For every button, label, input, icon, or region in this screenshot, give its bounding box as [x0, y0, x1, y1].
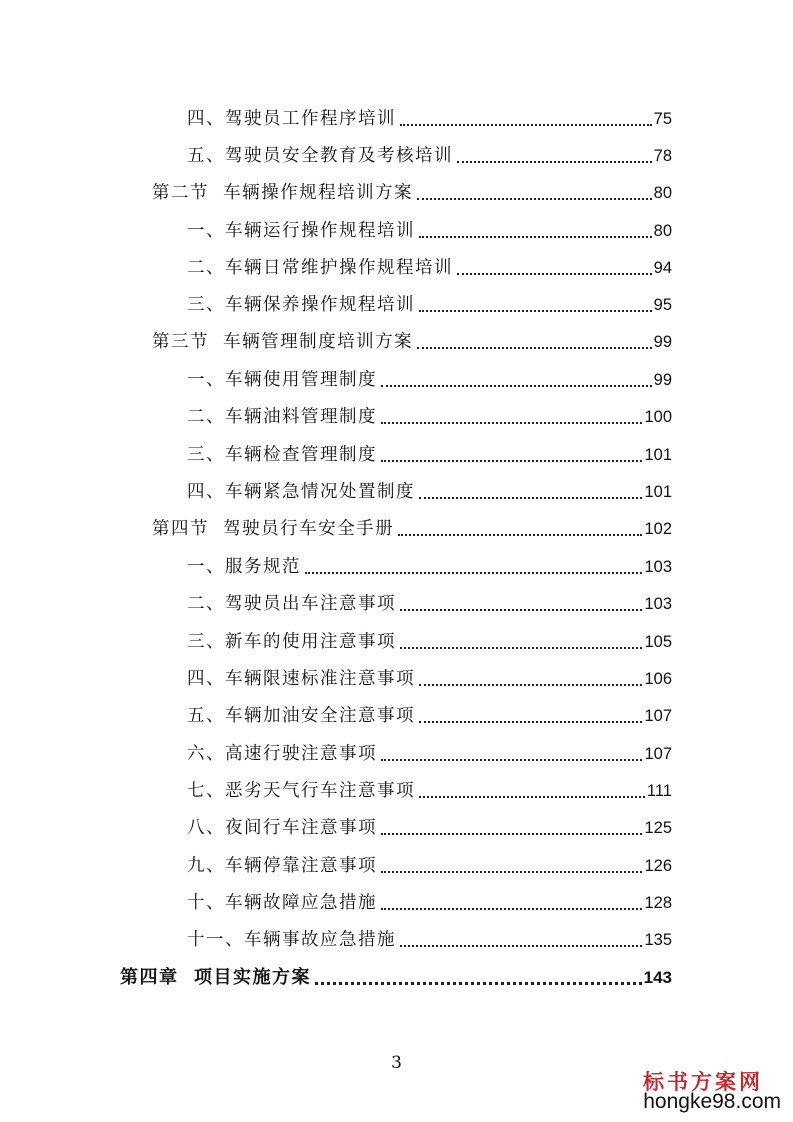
- toc-entry[interactable]: [187, 701, 672, 727]
- toc-entry[interactable]: [187, 776, 672, 802]
- toc-entry-page: 75: [653, 110, 672, 128]
- toc-leader-dots: [398, 534, 642, 536]
- toc-entry-title: 八、夜间行车注意事项: [187, 818, 377, 838]
- toc-entry-title: 四、车辆紧急情况处置制度: [187, 482, 415, 502]
- toc-entry-page: 135: [644, 931, 672, 949]
- toc-entry-page: 94: [653, 259, 672, 277]
- toc-entry[interactable]: [187, 627, 672, 653]
- toc-entry-page: 101: [644, 483, 672, 501]
- toc-leader-dots: [457, 161, 652, 163]
- toc-entry[interactable]: [152, 514, 672, 540]
- toc-entry-page: 99: [653, 333, 672, 351]
- toc-entry-title: 七、恶劣天气行车注意事项: [187, 781, 415, 801]
- toc-entry[interactable]: [187, 104, 672, 130]
- toc-entry-page: 102: [644, 520, 672, 538]
- toc-entry[interactable]: [187, 477, 672, 503]
- toc-entry-page: 143: [643, 968, 672, 987]
- toc-entry-page: 103: [644, 558, 672, 576]
- toc-entry-title: 一、车辆运行操作规程培训: [187, 221, 415, 241]
- watermark-site-name: 标书方案网: [643, 1069, 763, 1094]
- toc-leader-dots: [419, 684, 642, 686]
- toc-entry-title: 第四节 驾驶员行车安全手册: [152, 519, 395, 539]
- toc-entry-page: 103: [644, 595, 672, 613]
- toc-entry-title: 第四章 项目实施方案: [120, 967, 312, 988]
- toc-entry-page: 126: [644, 857, 672, 875]
- toc-entry-title: 三、新车的使用注意事项: [187, 632, 396, 652]
- toc-leader-dots: [381, 460, 642, 462]
- toc-entry-title: 四、车辆限速标准注意事项: [187, 669, 415, 689]
- toc-entry-title: 十、车辆故障应急措施: [187, 893, 377, 913]
- toc-entry[interactable]: [187, 216, 672, 242]
- toc-leader-dots: [381, 759, 642, 761]
- toc-entry-page: 111: [646, 782, 672, 800]
- toc-entry[interactable]: [187, 664, 672, 690]
- toc-entry-title: 三、车辆检查管理制度: [187, 445, 377, 465]
- toc-entry[interactable]: [187, 925, 672, 951]
- toc-leader-dots: [305, 572, 642, 574]
- toc-entry-page: 100: [644, 408, 672, 426]
- toc-entry-page: 80: [653, 222, 672, 240]
- toc-entry-page: 99: [653, 371, 672, 389]
- toc-entry-title: 六、高速行驶注意事项: [187, 744, 377, 764]
- toc-entry-title: 第二节 车辆操作规程培训方案: [152, 183, 414, 203]
- toc-leader-dots: [381, 422, 642, 424]
- toc-entry-page: 95: [653, 296, 672, 314]
- page-number: 3: [391, 1053, 402, 1073]
- toc-entry-title: 三、车辆保养操作规程培训: [187, 295, 415, 315]
- toc-leader-dots: [315, 982, 642, 985]
- toc-entry-title: 第三节 车辆管理制度培训方案: [152, 332, 414, 352]
- toc-entry-title: 四、驾驶员工作程序培训: [187, 109, 396, 129]
- toc-leader-dots: [417, 347, 652, 349]
- toc-leader-dots: [419, 310, 652, 312]
- toc-leader-dots: [457, 273, 652, 275]
- toc-leader-dots: [419, 497, 642, 499]
- toc-leader-dots: [400, 647, 642, 649]
- toc-entry[interactable]: [187, 141, 672, 167]
- toc-leader-dots: [381, 833, 642, 835]
- toc-entry-page: 78: [653, 147, 672, 165]
- toc-chapter-entry[interactable]: [120, 963, 672, 989]
- toc-entry-title: 一、服务规范: [187, 557, 301, 577]
- toc-entry[interactable]: [152, 178, 672, 204]
- toc-entry-page: 105: [644, 633, 672, 651]
- toc-leader-dots: [381, 908, 642, 910]
- toc-entry-title: 五、车辆加油安全注意事项: [187, 706, 415, 726]
- toc-entry[interactable]: [187, 851, 672, 877]
- toc-entry-title: 二、车辆日常维护操作规程培训: [187, 258, 453, 278]
- toc-entry[interactable]: [187, 365, 672, 391]
- toc-entry-page: 125: [644, 819, 672, 837]
- toc-entry[interactable]: [187, 813, 672, 839]
- toc-entry-page: 107: [644, 745, 672, 763]
- toc-entry[interactable]: [187, 253, 672, 279]
- toc-leader-dots: [419, 721, 642, 723]
- toc-entry[interactable]: [187, 402, 672, 428]
- toc-entry-title: 一、车辆使用管理制度: [187, 370, 377, 390]
- toc-entry[interactable]: [187, 888, 672, 914]
- toc-entry[interactable]: [152, 327, 672, 353]
- toc-entry-title: 五、驾驶员安全教育及考核培训: [187, 146, 453, 166]
- toc-entry-page: 80: [653, 184, 672, 202]
- toc-entry[interactable]: [187, 552, 672, 578]
- toc-leader-dots: [381, 385, 652, 387]
- toc-entry-page: 101: [644, 446, 672, 464]
- toc-entry-title: 二、驾驶员出车注意事项: [187, 594, 396, 614]
- toc-leader-dots: [419, 236, 652, 238]
- toc-leader-dots: [381, 871, 642, 873]
- toc-entry-title: 九、车辆停靠注意事项: [187, 856, 377, 876]
- toc-entry[interactable]: [187, 739, 672, 765]
- toc-entry-title: 二、车辆油料管理制度: [187, 407, 377, 427]
- toc-leader-dots: [417, 198, 652, 200]
- toc-entry[interactable]: [187, 290, 672, 316]
- toc-entry-page: 128: [644, 894, 672, 912]
- watermark-url: hongke98.com: [643, 1090, 781, 1113]
- toc-entry[interactable]: [187, 440, 672, 466]
- toc-entry-title: 十一、车辆事故应急措施: [187, 930, 396, 950]
- toc-entry-page: 107: [644, 707, 672, 725]
- toc-leader-dots: [400, 945, 642, 947]
- toc-entry[interactable]: [187, 589, 672, 615]
- toc-leader-dots: [400, 124, 652, 126]
- toc-leader-dots: [400, 609, 642, 611]
- toc-entry-page: 106: [644, 670, 672, 688]
- toc-leader-dots: [419, 796, 645, 798]
